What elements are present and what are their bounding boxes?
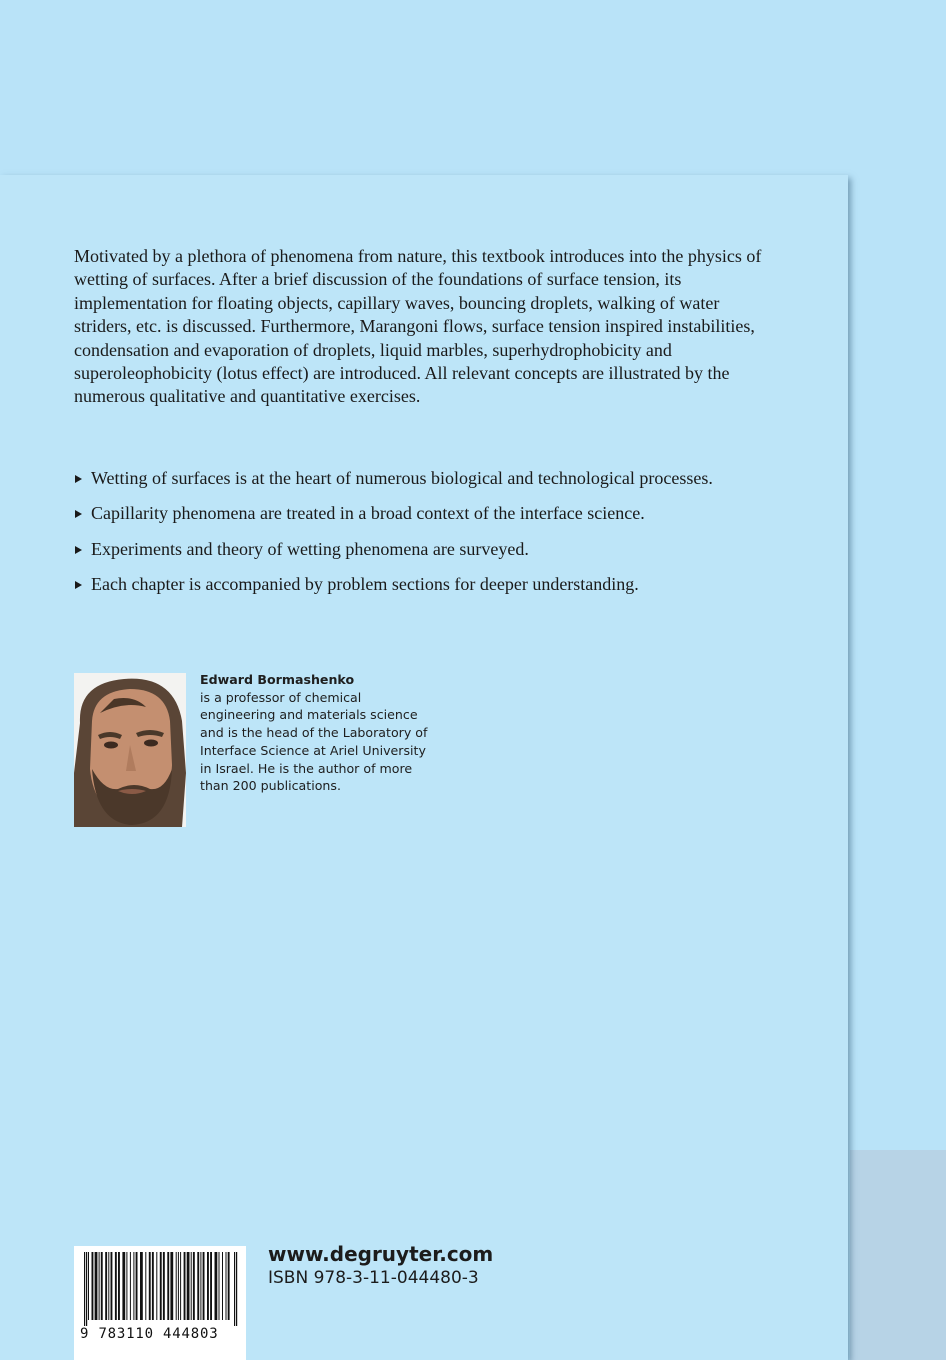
- barcode-bar: [215, 1252, 218, 1320]
- triangle-bullet-icon: [75, 510, 82, 518]
- isbn-text: ISBN 978-3-11-044480-3: [268, 1268, 479, 1288]
- book-description: Motivated by a plethora of phenomena from nature, this textbook introduces into the physics of wetting of surfaces. After a brief discussion of the foundations of surface tension, its implementation for floating objects, capillary waves, bouncing droplets, walking of water striders, etc. is discussed. Furthermore, Marangoni flows, surface tension inspired instabilities, condensation and evaporation of droplets, liquid marbles, superhydrophobicity and superoleophobicity (lotus effect) are introduced. All relevant concepts are illustrated by the numerous qualitative and quantitative exercises.: [74, 246, 762, 407]
- corner-shade: [850, 1150, 946, 1360]
- barcode-bar: [167, 1252, 169, 1320]
- barcode-bar: [145, 1252, 146, 1320]
- barcode-bar: [236, 1252, 237, 1326]
- barcode-bars: [74, 1246, 246, 1326]
- triangle-bullet-icon: [75, 546, 82, 554]
- barcode-bar: [170, 1252, 173, 1320]
- barcode-bar: [84, 1252, 85, 1326]
- barcode-bar: [136, 1252, 138, 1320]
- barcode-bar: [207, 1252, 209, 1320]
- barcode-bar: [176, 1252, 177, 1320]
- barcode-bar: [118, 1252, 120, 1320]
- barcode-bar: [130, 1252, 131, 1320]
- barcode-bar: [191, 1252, 192, 1320]
- list-item: [74, 538, 774, 561]
- author-name: Edward Bormashenko: [200, 672, 355, 687]
- author-photo: [74, 673, 186, 827]
- barcode-bar: [156, 1252, 157, 1320]
- barcode-bar: [108, 1252, 109, 1320]
- barcode-bar: [95, 1252, 98, 1320]
- triangle-bullet-icon: [75, 475, 82, 483]
- barcode-bar: [203, 1252, 205, 1320]
- publisher-url[interactable]: www.degruyter.com: [268, 1242, 494, 1266]
- list-item-text: Wetting of surfaces is at the heart of numerous biological and technological processes.: [91, 468, 713, 488]
- list-item: [74, 502, 774, 525]
- barcode-bar: [149, 1252, 151, 1320]
- barcode-bar: [210, 1252, 212, 1320]
- barcode-bar: [111, 1252, 113, 1320]
- author-description: is a professor of chemical engineering and materials science and is the head of the Laboratory of Interface Science at Ariel University in Israel. He is the author of more than 200 publications.: [200, 689, 428, 794]
- feature-list: [74, 467, 774, 609]
- list-item-text: Capillarity phenomena are treated in a broad context of the interface science.: [91, 503, 645, 524]
- barcode-bar: [180, 1252, 181, 1320]
- barcode-bar: [99, 1252, 100, 1320]
- barcode-bar: [86, 1252, 87, 1326]
- barcode-bar: [160, 1252, 162, 1320]
- list-item: [74, 573, 774, 596]
- isbn-barcode: [74, 1246, 246, 1360]
- barcode-bar: [222, 1252, 223, 1320]
- barcode-bar: [101, 1252, 103, 1320]
- barcode-bar: [228, 1252, 230, 1320]
- list-item: [74, 467, 774, 490]
- barcode-bar: [219, 1252, 220, 1320]
- barcode-bar: [178, 1252, 179, 1320]
- barcode-bar: [193, 1252, 195, 1320]
- barcode-bar: [197, 1252, 199, 1320]
- barcode-bar: [122, 1252, 125, 1320]
- barcode-bar: [234, 1252, 235, 1326]
- barcode-number: 9 783110 444803: [80, 1326, 219, 1342]
- author-bio: [200, 671, 440, 795]
- barcode-bar: [126, 1252, 127, 1320]
- barcode-bar: [187, 1252, 190, 1320]
- list-item-text: Experiments and theory of wetting phenomena are surveyed.: [91, 538, 529, 559]
- barcode-bar: [163, 1252, 165, 1320]
- barcode-bar: [115, 1252, 117, 1320]
- barcode-bar: [133, 1252, 134, 1320]
- barcode-bar: [226, 1252, 227, 1320]
- barcode-bar: [152, 1252, 154, 1320]
- barcode-bar: [140, 1252, 143, 1320]
- barcode-bar: [200, 1252, 201, 1320]
- barcode-bar: [88, 1252, 89, 1320]
- barcode-bar: [92, 1252, 94, 1320]
- barcode-bar: [105, 1252, 107, 1320]
- barcode-bar: [184, 1252, 186, 1320]
- list-item-text: Each chapter is accompanied by problem sections for deeper understanding.: [91, 574, 639, 595]
- triangle-bullet-icon: [75, 581, 82, 589]
